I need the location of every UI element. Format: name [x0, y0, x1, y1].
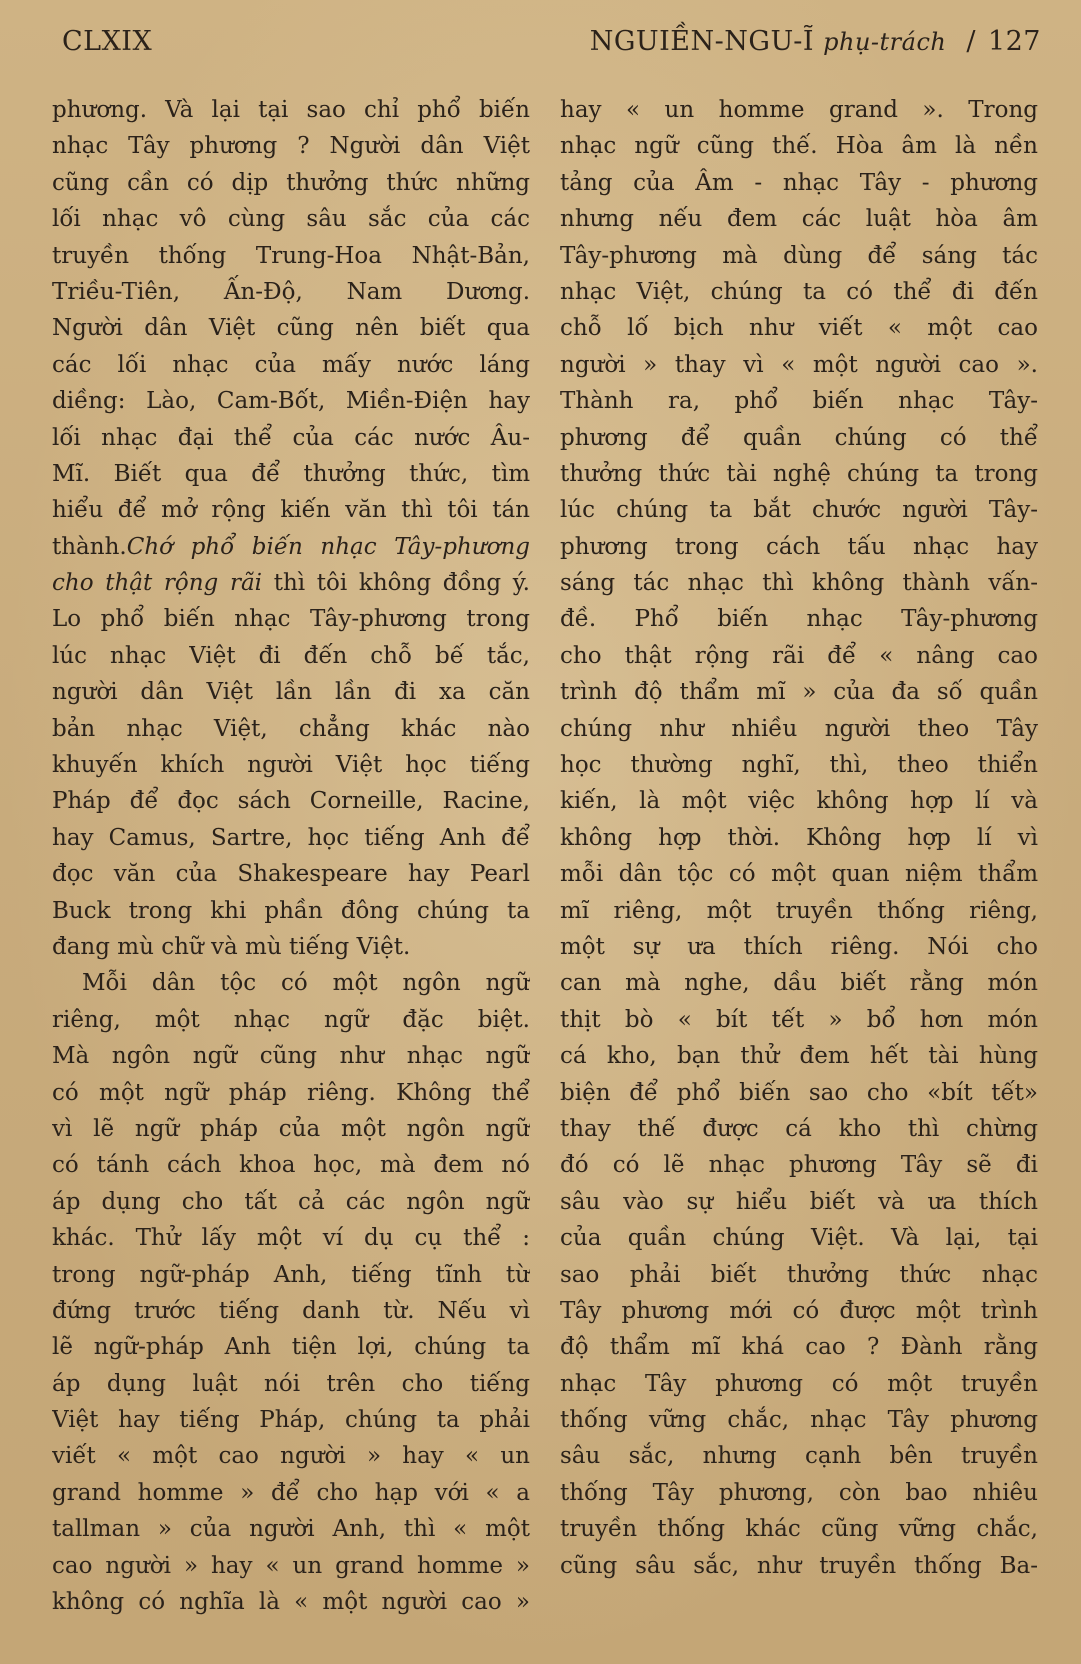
text-line: khuyến khích người Việt học tiếng [52, 752, 530, 779]
text-fragment: thành. [52, 533, 127, 560]
text-line: các lối nhạc của mấy nước láng [52, 351, 530, 378]
text-line: Việt hay tiếng Pháp, chúng ta phải [52, 1407, 530, 1434]
text-line-italic-1 [52, 529, 530, 565]
text-line: độ thẩm mĩ khá cao ? Đành rằng [560, 1334, 1038, 1361]
text-line: người dân Việt lần lần đi xa căn [52, 679, 530, 706]
text-line: nhưng nếu đem các luật hòa âm [560, 206, 1038, 233]
text-line: lúc nhạc Việt đi đến chỗ bế tắc, [52, 642, 530, 669]
text-line: hiểu để mở rộng kiến văn thì tôi tán [52, 497, 530, 524]
text-line: lối nhạc vô cùng sâu sắc của các [52, 206, 530, 233]
text-line: Mĩ. Biết qua để thưởng thức, tìm [52, 460, 530, 487]
running-head [590, 26, 1041, 57]
text-fragment: thì tôi không đồng ý. [262, 570, 530, 597]
text-line-italic-2 [52, 565, 530, 601]
text-line: kiến, là một việc không hợp lí và [560, 788, 1038, 815]
text-line: grand homme » để cho hạp với « a [52, 1479, 530, 1506]
text-line: thưởng thức tài nghệ chúng ta trong [560, 460, 1038, 487]
text-line: trong ngữ-pháp Anh, tiếng tĩnh từ [52, 1261, 530, 1288]
text-line: cao người » hay « un grand homme » [52, 1552, 530, 1579]
text-line: Mà ngôn ngữ cũng như nhạc ngữ [52, 1043, 530, 1070]
text-line: tảng của Âm - nhạc Tây - phương [560, 169, 1038, 196]
text-line: truyền thống khác cũng vững chắc, [560, 1516, 1038, 1543]
text-line: thống vững chắc, nhạc Tây phương [560, 1407, 1038, 1434]
italic-emphasis: Chớ phổ biến nhạc Tây-phương [126, 533, 530, 560]
text-line: không hợp thời. Không hợp lí vì [560, 824, 1038, 851]
text-line: tallman » của người Anh, thì « một [52, 1516, 530, 1543]
page-header [62, 26, 1041, 70]
text-line: nhạc Tây phương ? Người dân Việt [52, 133, 530, 160]
text-line: không có nghĩa là « một người cao » [52, 1589, 530, 1616]
text-line: hay « un homme grand ». Trong [560, 97, 1038, 123]
text-line: thịt bò « bít tết » bổ hơn món [560, 1006, 1038, 1033]
text-line: một sự ưa thích riêng. Nói cho [560, 933, 1038, 960]
text-line: hay Camus, Sartre, học tiếng Anh để [52, 824, 530, 851]
text-line: đứng trước tiếng danh từ. Nếu vì [52, 1297, 530, 1324]
author-name: NGUIỀN-NGU-Ĩ [589, 26, 815, 57]
text-line: áp dụng luật nói trên cho tiếng [52, 1370, 530, 1397]
text-line: diềng: Lào, Cam-Bốt, Miền-Điện hay [52, 388, 530, 415]
text-line: vì lẽ ngữ pháp của một ngôn ngữ [52, 1115, 530, 1142]
text-line: Pháp để đọc sách Corneille, Racine, [52, 788, 530, 815]
text-line: viết « một cao người » hay « un [52, 1443, 530, 1470]
text-line: bản nhạc Việt, chẳng khác nào [52, 715, 530, 742]
italic-emphasis: cho thật rộng rãi [52, 570, 263, 597]
text-line: truyền thống Trung-Hoa Nhật-Bản, [52, 242, 530, 269]
chapter-folio: CLXIX [62, 26, 153, 57]
paragraph-first-line: Mỗi dân tộc có một ngôn ngữ [82, 970, 530, 997]
text-line: thống Tây phương, còn bao nhiêu [560, 1479, 1038, 1506]
text-line: lối nhạc đại thể của các nước Âu- [52, 424, 530, 451]
text-line: đọc văn của Shakespeare hay Pearl [52, 861, 530, 888]
text-line: áp dụng cho tất cả các ngôn ngữ [52, 1188, 530, 1215]
right-column [560, 92, 1038, 1584]
text-line: biện để phổ biến sao cho «bít tết» [560, 1079, 1038, 1106]
text-line: chỗ lố bịch như viết « một cao [560, 315, 1038, 342]
text-line: cũng cần có dịp thưởng thức những [52, 169, 530, 196]
text-line: sáng tác nhạc thì không thành vấn- [560, 570, 1038, 597]
text-line: nhạc ngữ cũng thế. Hòa âm là nền [560, 133, 1038, 160]
text-line: trình độ thẩm mĩ » của đa số quần [560, 679, 1038, 706]
text-line: người » thay vì « một người cao ». [560, 351, 1038, 378]
text-line: nhạc Việt, chúng ta có thể đi đến [560, 278, 1038, 305]
text-line: đó có lẽ nhạc phương Tây sẽ đi [560, 1152, 1038, 1179]
text-line: chúng như nhiều người theo Tây [560, 715, 1038, 742]
text-line: phương trong cách tấu nhạc hay [560, 533, 1038, 560]
text-line: Người dân Việt cũng nên biết qua [52, 315, 530, 342]
paragraph-last-line: đang mù chữ và mù tiếng Việt. [52, 933, 411, 960]
text-line: cho thật rộng rãi để « nâng cao [560, 642, 1038, 669]
text-line: lúc chúng ta bắt chước người Tây- [560, 497, 1038, 524]
text-line: có tánh cách khoa học, mà đem nó [52, 1152, 530, 1179]
text-line: Tây-phương mà dùng để sáng tác [560, 242, 1038, 269]
text-line: Thành ra, phổ biến nhạc Tây- [560, 388, 1038, 415]
text-line: Triều-Tiên, Ấn-Độ, Nam Dương. [52, 278, 530, 305]
text-line: đề. Phổ biến nhạc Tây-phương [560, 606, 1038, 633]
text-line: mỗi dân tộc có một quan niệm thẩm [560, 861, 1038, 888]
left-column [52, 92, 530, 1620]
text-line: Lo phổ biến nhạc Tây-phương trong [52, 606, 530, 633]
text-line: lẽ ngữ-pháp Anh tiện lợi, chúng ta [52, 1334, 530, 1361]
text-line: nhạc Tây phương có một truyền [560, 1370, 1038, 1397]
editor-role: phụ-trách [823, 28, 947, 56]
text-line: Tây phương mới có được một trình [560, 1297, 1038, 1324]
text-line: của quần chúng Việt. Và lại, tại [560, 1225, 1038, 1252]
text-line: học thường nghĩ, thì, theo thiển [560, 752, 1038, 779]
header-separator: / [966, 26, 976, 57]
text-line: có một ngữ pháp riêng. Không thể [52, 1079, 530, 1106]
page-number: 127 [987, 26, 1041, 57]
text-line: Buck trong khi phần đông chúng ta [52, 897, 530, 924]
text-line: cũng sâu sắc, như truyền thống Ba- [560, 1552, 1038, 1579]
text-line: phương để quần chúng có thể [560, 424, 1038, 451]
text-line: riêng, một nhạc ngữ đặc biệt. [52, 1006, 530, 1033]
text-line: sâu sắc, nhưng cạnh bên truyền [560, 1443, 1038, 1470]
text-line: phương. Và lại tại sao chỉ phổ biến [52, 97, 530, 123]
text-line: thay thế được cá kho thì chừng [560, 1115, 1038, 1142]
text-line: can mà nghe, dầu biết rằng món [560, 970, 1038, 997]
text-line: cá kho, bạn thử đem hết tài hùng [560, 1043, 1038, 1070]
text-line: sâu vào sự hiểu biết và ưa thích [560, 1188, 1038, 1215]
text-line: mĩ riêng, một truyền thống riêng, [560, 897, 1038, 924]
text-line: khác. Thử lấy một ví dụ cụ thể : [52, 1225, 530, 1252]
text-line: sao phải biết thưởng thức nhạc [560, 1261, 1038, 1288]
